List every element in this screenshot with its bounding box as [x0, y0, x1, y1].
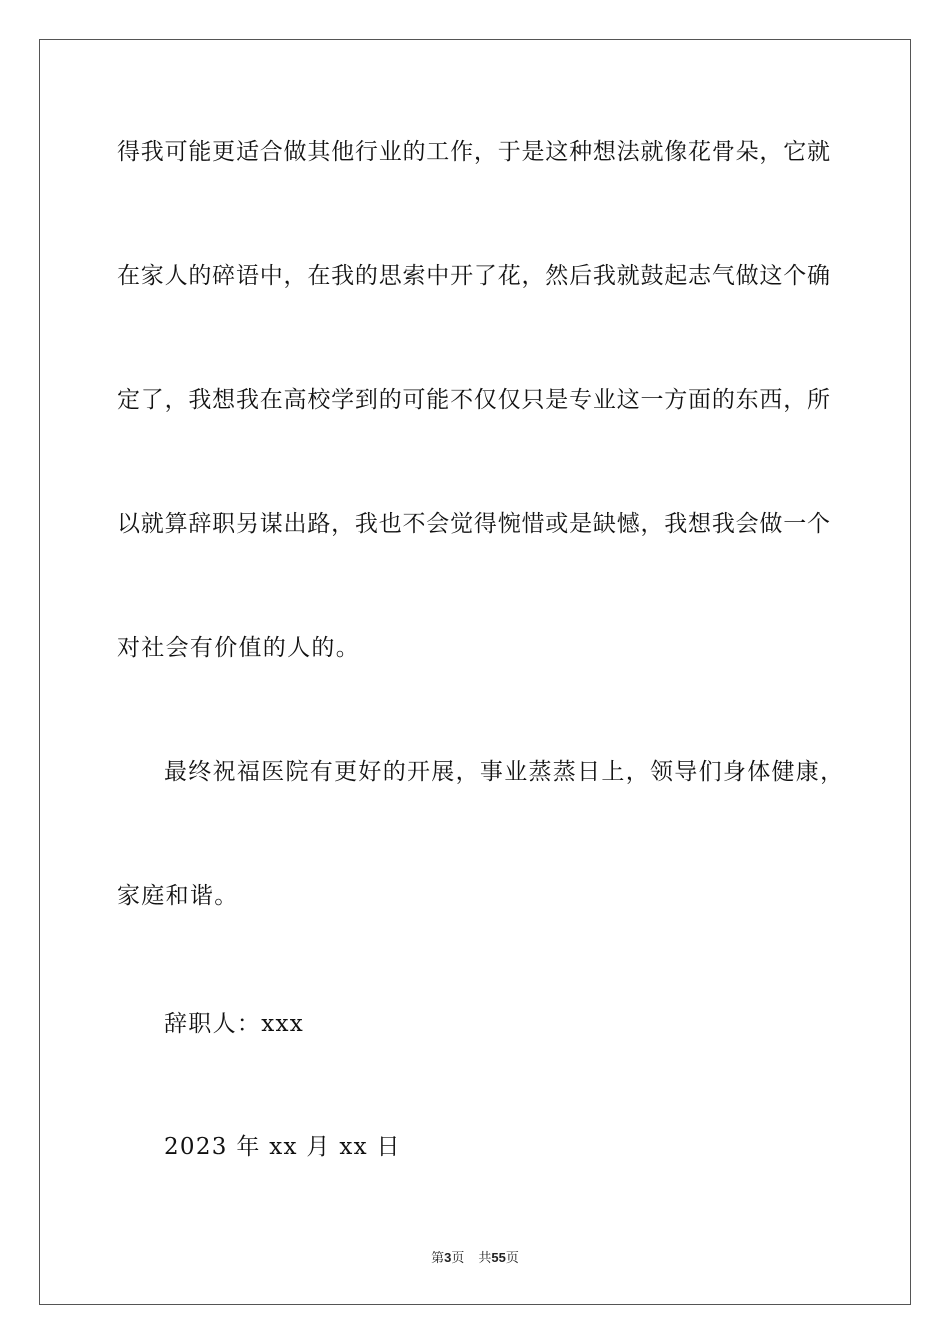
footer-total-pages: 55 — [491, 1250, 506, 1265]
closing-wish-line-2: 家庭和谐。 — [117, 883, 239, 909]
page-frame — [39, 39, 911, 1305]
footer-total-prefix: 共 — [478, 1251, 492, 1266]
page-footer — [0, 1250, 950, 1267]
body-line-2: 在家人的碎语中，在我的思索中开了花，然后我就鼓起志气做这个确 — [117, 263, 830, 289]
footer-page-prefix: 第 — [431, 1251, 445, 1266]
body-line-5: 对社会有价值的人的。 — [117, 635, 360, 661]
date-line: 2023 年 xx 月 xx 日 — [164, 1134, 401, 1160]
footer-page-number: 3 — [444, 1250, 452, 1265]
body-line-4: 以就算辞职另谋出路，我也不会觉得惋惜或是缺憾，我想我会做一个 — [117, 511, 830, 537]
body-line-1: 得我可能更适合做其他行业的工作，于是这种想法就像花骨朵，它就 — [117, 139, 830, 165]
body-line-3: 定了，我想我在高校学到的可能不仅仅只是专业这一方面的东西，所 — [117, 387, 830, 413]
footer-total-suffix: 页 — [505, 1251, 519, 1266]
closing-wish-line-1: 最终祝福医院有更好的开展，事业蒸蒸日上，领导们身体健康， — [164, 759, 845, 785]
signature-line: 辞职人：xxx — [164, 1011, 305, 1037]
footer-page-suffix: 页 — [451, 1251, 465, 1266]
